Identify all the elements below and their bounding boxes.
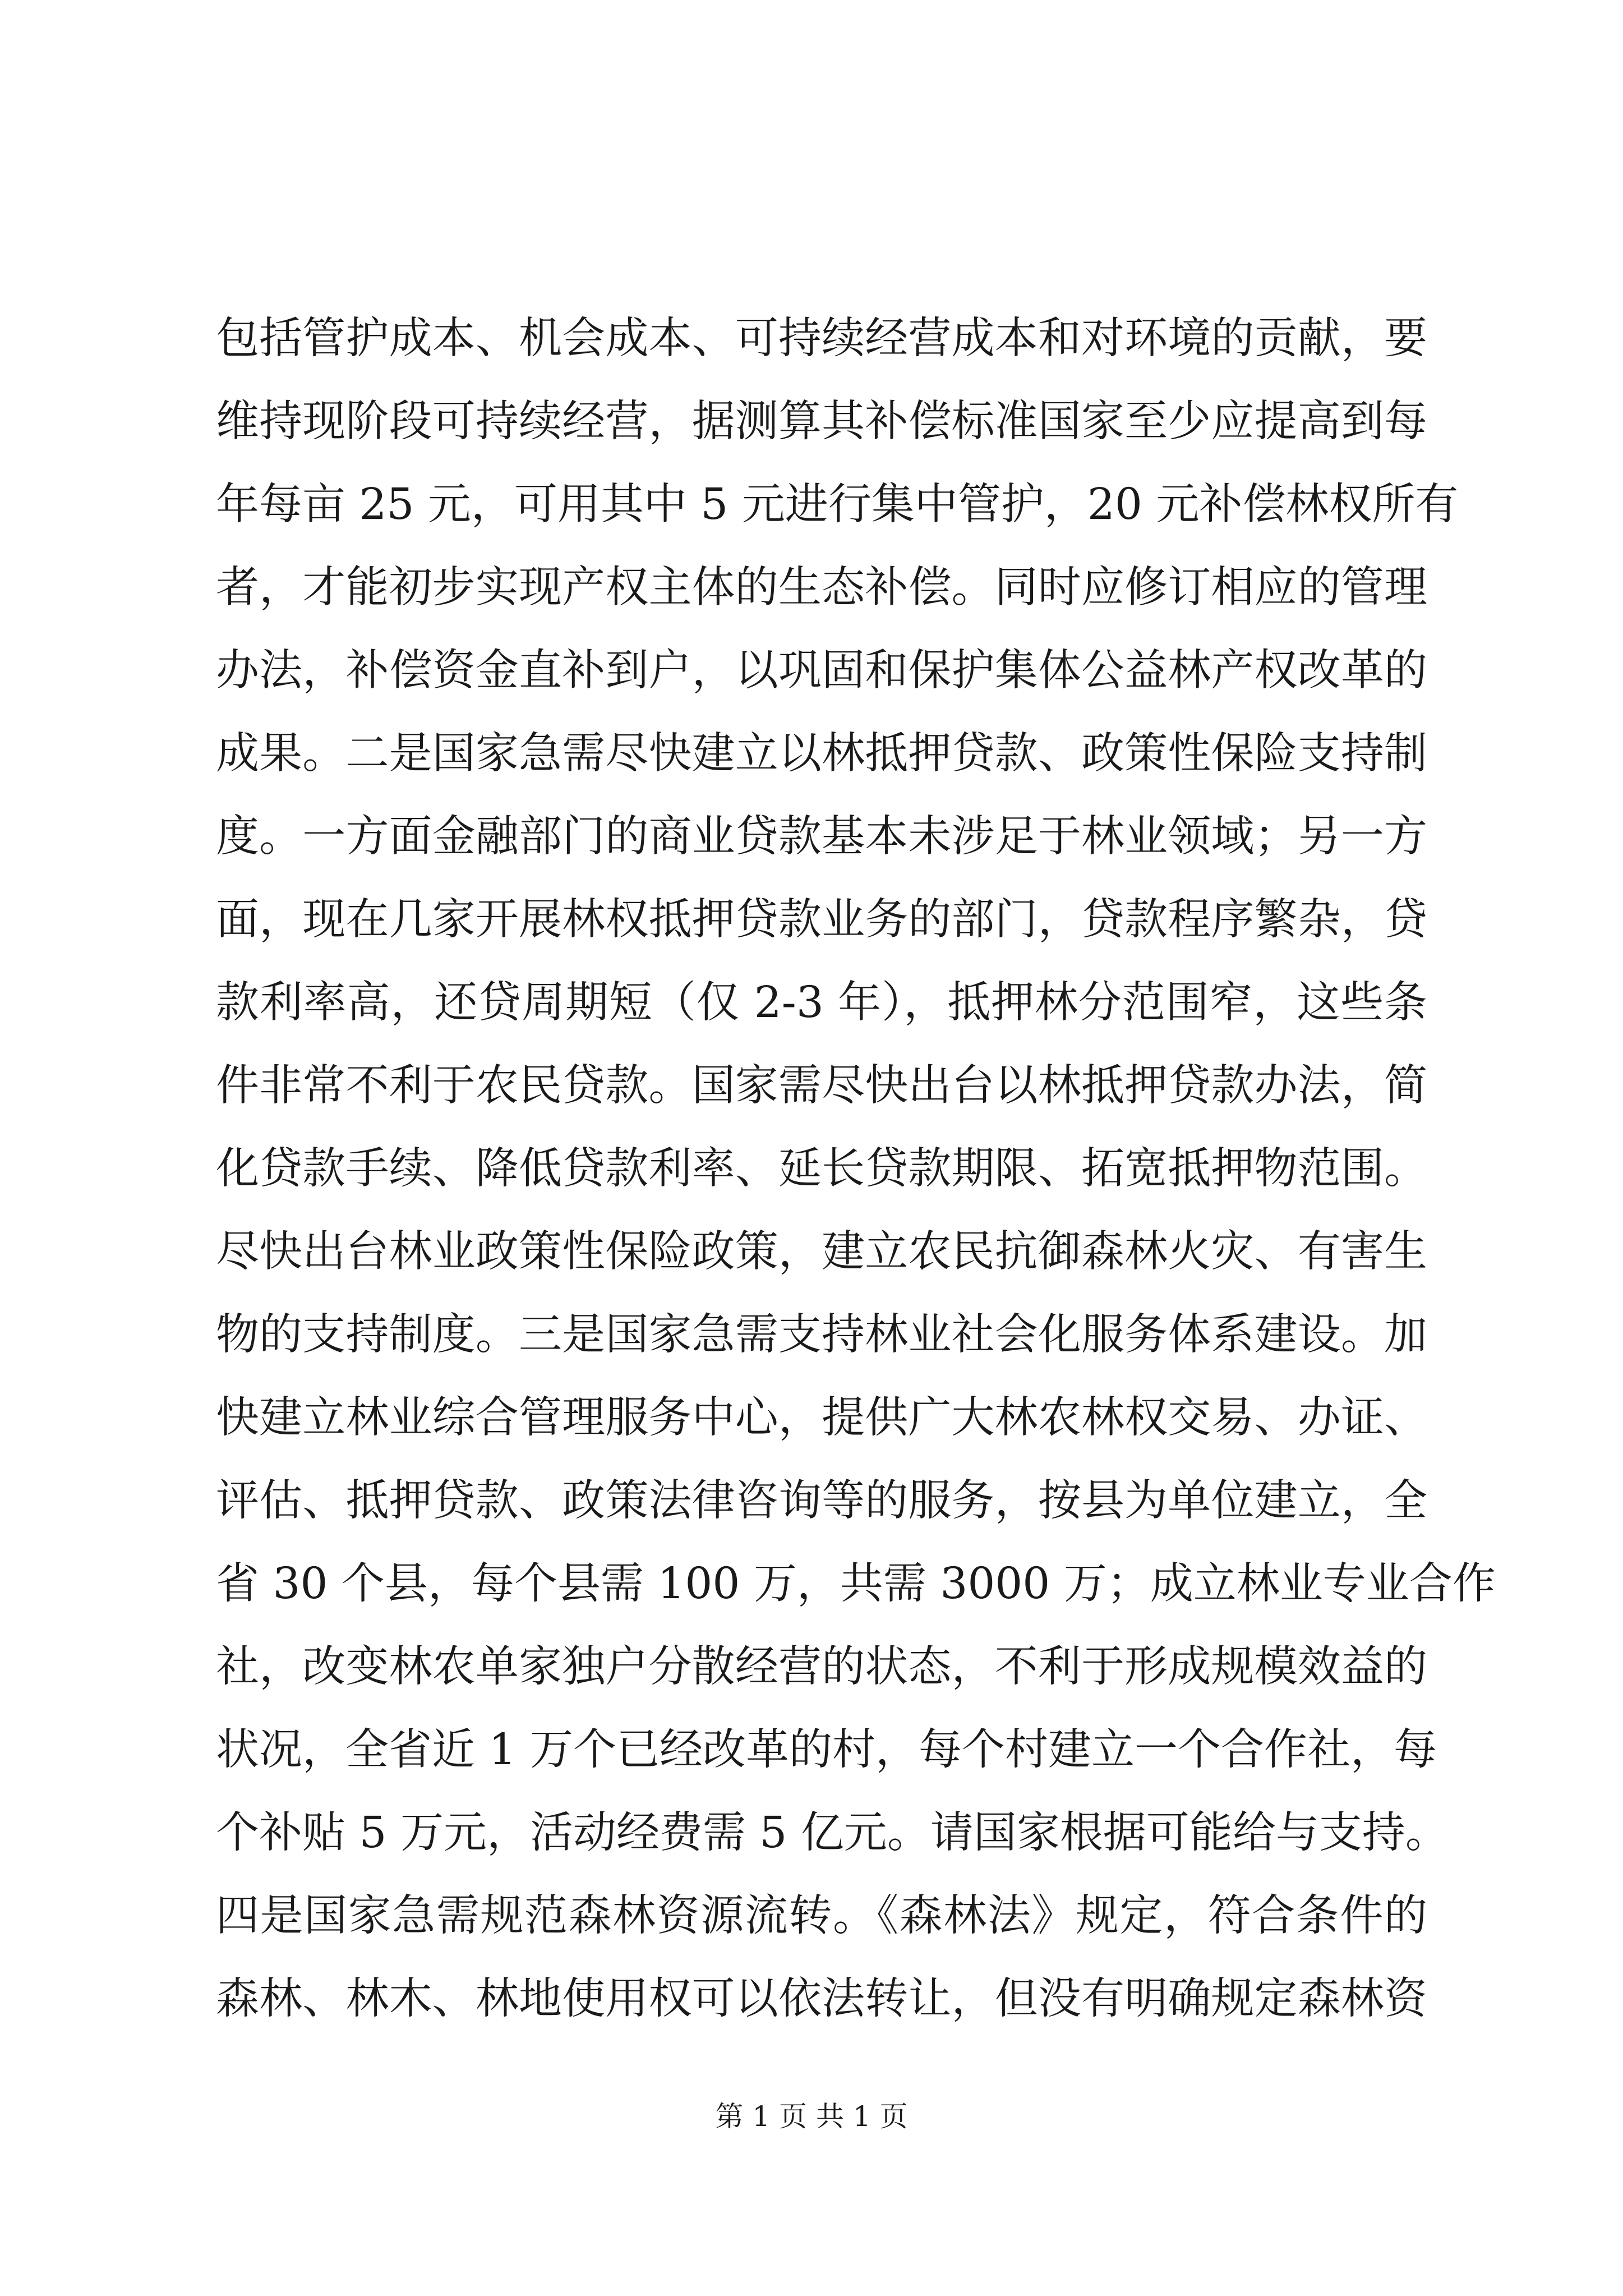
page-footer: 第 1 页 共 1 页 [715, 2100, 908, 2133]
text-line: 社，改变林农单家独户分散经营的状态，不利于形成规模效益的 [216, 1642, 1427, 1692]
text-line: 化贷款手续、降低贷款利率、延长贷款期限、拓宽抵押物范围。 [216, 1144, 1427, 1194]
text-line: 件非常不利于农民贷款。国家需尽快出台以林抵押贷款办法，简 [216, 1061, 1427, 1111]
text-line: 评估、抵押贷款、政策法律咨询等的服务，按县为单位建立，全 [216, 1476, 1427, 1526]
text-line: 款利率高，还贷周期短（仅 2-3 年），抵押林分范围窄，这些条 [216, 978, 1427, 1028]
text-line: 快建立林业综合管理服务中心，提供广大林农林权交易、办证、 [216, 1393, 1427, 1443]
text-line: 成果。二是国家急需尽快建立以林抵押贷款、政策性保险支持制 [216, 729, 1427, 779]
text-line: 维持现阶段可持续经营，据测算其补偿标准国家至少应提高到每 [216, 397, 1427, 447]
text-line: 省 30 个县，每个县需 100 万，共需 3000 万；成立林业专业合作 [216, 1559, 1496, 1609]
text-line: 办法，补偿资金直补到户，以巩固和保护集体公益林产权改革的 [216, 646, 1427, 696]
text-line: 度。一方面金融部门的商业贷款基本未涉足于林业领域；另一方 [216, 812, 1427, 862]
text-line: 年每亩 25 元，可用其中 5 元进行集中管护，20 元补偿林权所有 [216, 480, 1459, 530]
text-line: 包括管护成本、机会成本、可持续经营成本和对环境的贡献，要 [216, 314, 1427, 364]
text-line: 四是国家急需规范森林资源流转。《森林法》规定，符合条件的 [216, 1891, 1427, 1941]
text-line: 状况，全省近 1 万个已经改革的村，每个村建立一个合作社，每 [216, 1725, 1437, 1775]
text-line: 面，现在几家开展林权抵押贷款业务的部门，贷款程序繁杂，贷 [216, 895, 1427, 945]
text-line: 尽快出台林业政策性保险政策，建立农民抗御森林火灾、有害生 [216, 1227, 1427, 1277]
text-line: 森林、林木、林地使用权可以依法转让，但没有明确规定森林资 [216, 1974, 1427, 2024]
body-text [216, 297, 1496, 2041]
text-line: 者，才能初步实现产权主体的生态补偿。同时应修订相应的管理 [216, 563, 1427, 613]
text-line: 个补贴 5 万元，活动经费需 5 亿元。请国家根据可能给与支持。 [216, 1808, 1449, 1858]
text-line: 物的支持制度。三是国家急需支持林业社会化服务体系建设。加 [216, 1310, 1427, 1360]
